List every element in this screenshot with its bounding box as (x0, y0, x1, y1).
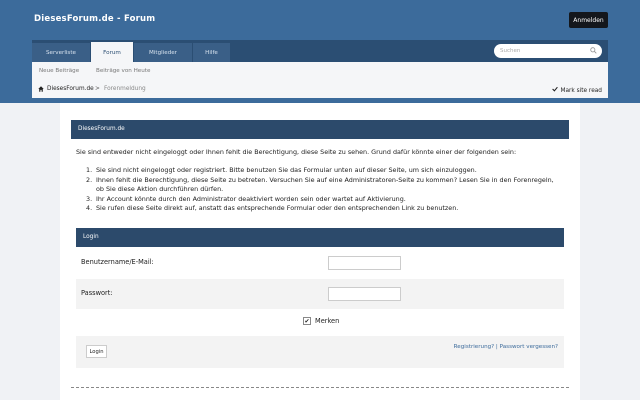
list-item (86, 195, 556, 205)
divider (71, 387, 569, 388)
tab-serverliste[interactable]: Serverliste (32, 43, 91, 62)
list-text: Ihnen fehlt die Berechtigung, diese Seite zu betreten. Versuchen Sie auf eine Administratoren-Seite zu kommen? Lesen Sie in den Forenregeln, ob Sie diese Aktion durchführen dürfen. (96, 175, 554, 193)
subnav-new-posts[interactable]: Neue Beiträge (39, 68, 80, 74)
login-submit-button[interactable]: Login (86, 345, 107, 358)
remember-label: Merken (315, 317, 340, 325)
login-button[interactable]: Anmelden (569, 12, 608, 28)
remember-checkbox[interactable]: ✔ (304, 317, 310, 325)
list-number: 2. (86, 175, 93, 184)
password-row (76, 279, 564, 309)
login-actions (76, 336, 564, 368)
password-label: Passwort: (81, 289, 113, 297)
login-links (454, 344, 558, 350)
login-section-title: Login (76, 228, 564, 247)
mark-site-read-link[interactable] (552, 86, 602, 94)
list-item (86, 176, 556, 195)
register-link[interactable]: Registrierung? (453, 344, 495, 350)
list-number: 3. (86, 194, 93, 203)
breadcrumb-home[interactable]: DiesesForum.de (47, 86, 94, 92)
search-placeholder: Suchen (500, 48, 521, 54)
home-icon[interactable] (38, 86, 44, 92)
tab-forum[interactable]: Forum (91, 42, 134, 63)
username-row (76, 248, 564, 278)
list-number: 4. (86, 204, 93, 212)
permission-intro-text: Sie sind entweder nicht eingeloggt oder Ihnen fehlt die Berechtigung, diese Seite zu sehen. Grund dafür könnte einer der folgenden sein: (76, 148, 517, 156)
list-number: 1. (86, 166, 93, 174)
list-text: Sie rufen diese Seite direkt auf, anstatt das entsprechende Formular oder den entsprechenden Link zu benutzen. (96, 204, 459, 212)
breadcrumb-separator: > (95, 86, 100, 92)
username-input[interactable] (328, 256, 401, 270)
search-icon[interactable] (590, 47, 597, 54)
sub-navigation (32, 62, 608, 82)
mark-site-read-label: Mark site read (560, 88, 602, 94)
forgot-password-link[interactable]: Passwort vergessen? (499, 344, 558, 350)
breadcrumb-current: Forenmeldung (104, 86, 146, 92)
list-text: Sie sind nicht eingeloggt oder registriert. Bitte benutzen Sie das Formular unten auf dieser Seite, um sich einzuloggen. (96, 166, 477, 174)
reason-list (86, 166, 556, 214)
checkmark-icon (552, 86, 558, 92)
list-text: Ihr Account könnte durch den Administrator deaktiviert worden sein oder wartet auf Aktivierung. (96, 194, 406, 203)
main-content (60, 103, 580, 400)
tab-hilfe[interactable]: Hilfe (193, 43, 231, 62)
username-label: Benutzername/E-Mail: (81, 258, 154, 266)
link-separator: | (494, 344, 500, 350)
password-input[interactable] (328, 287, 401, 301)
list-item (86, 166, 556, 176)
tab-mitglieder[interactable]: Mitglieder (134, 43, 193, 62)
search-input[interactable] (494, 44, 602, 58)
list-item (86, 204, 556, 214)
subnav-todays-posts[interactable]: Beiträge von Heute (96, 68, 151, 74)
remember-me[interactable] (303, 317, 339, 325)
breadcrumb (32, 82, 608, 98)
site-logo[interactable]: DiesesForum.de - Forum (34, 14, 156, 24)
block-title: DiesesForum.de (71, 120, 569, 139)
